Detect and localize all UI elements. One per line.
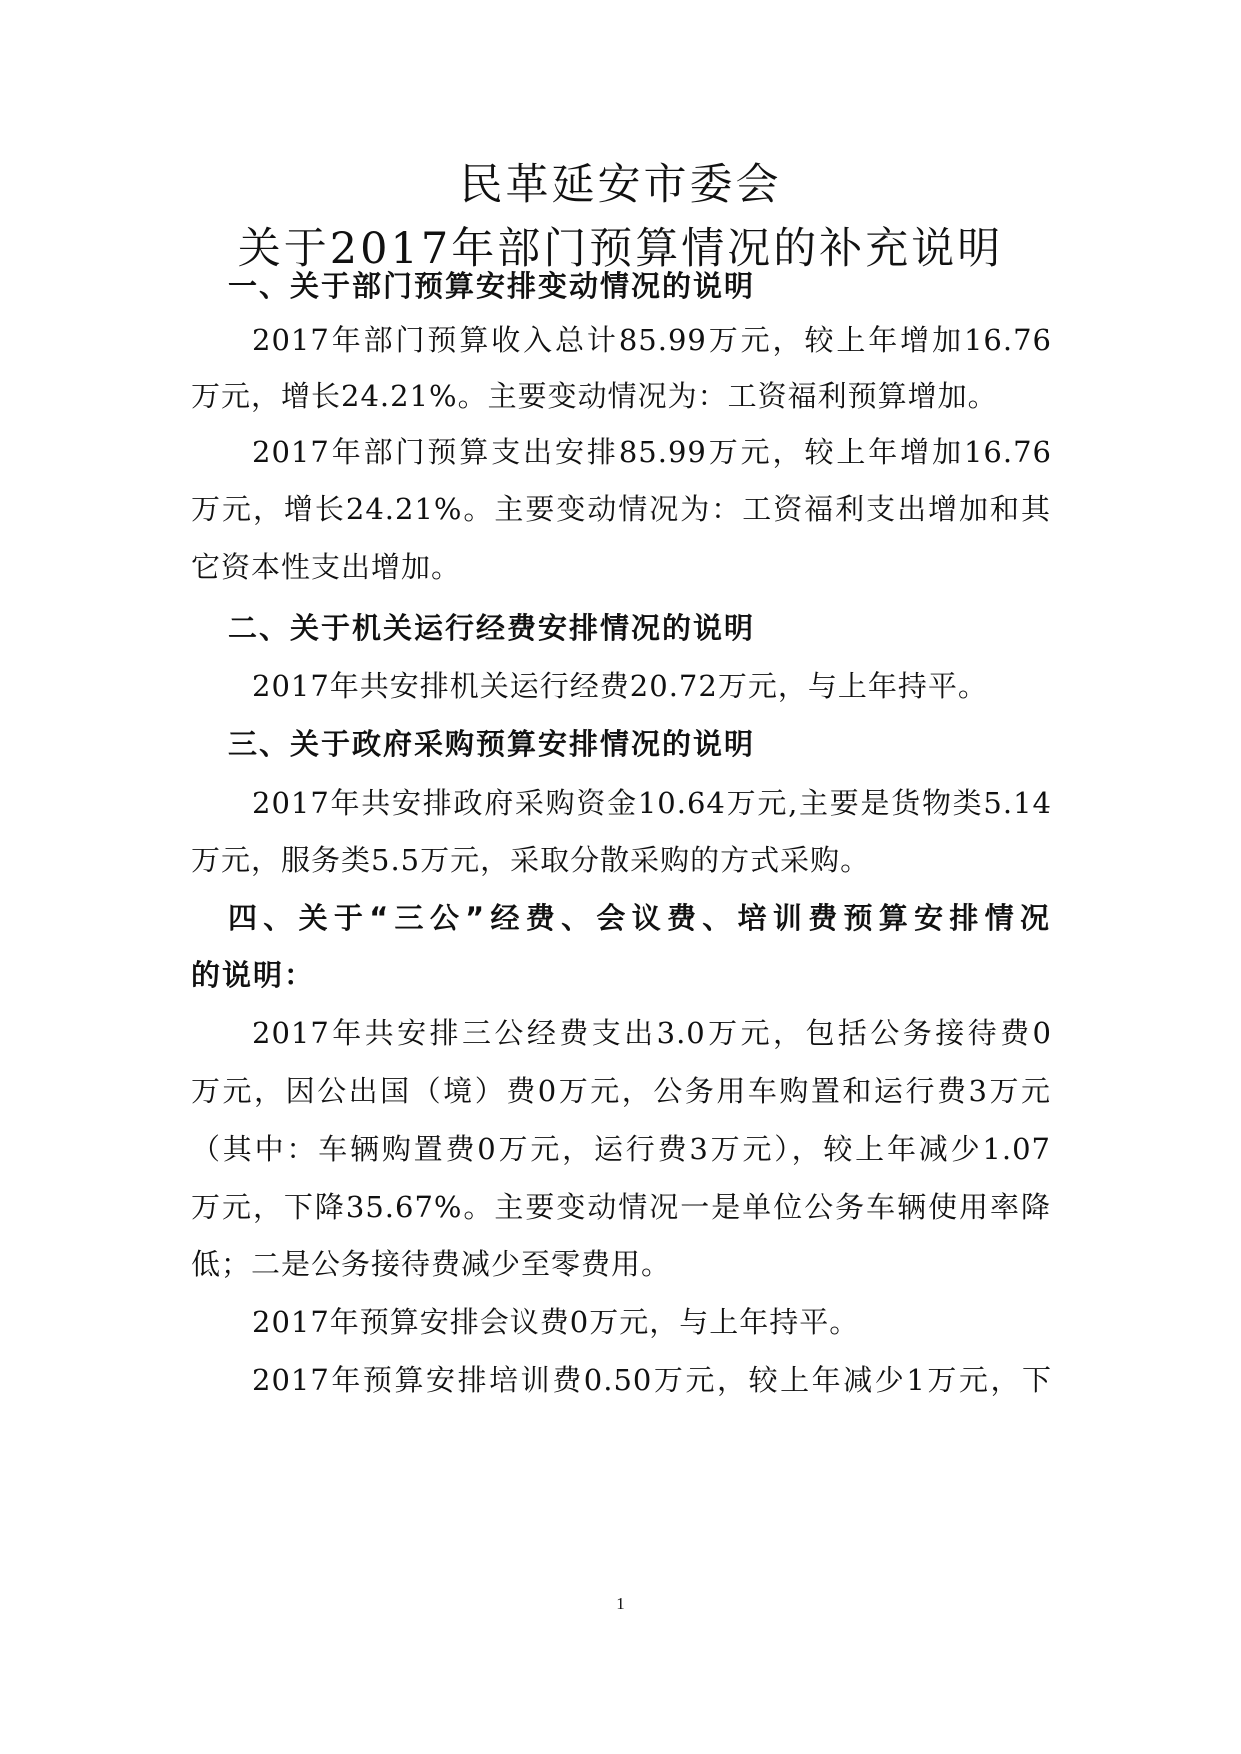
- section-3-heading: 三、关于政府采购预算安排情况的说明: [228, 727, 756, 761]
- document-title-line-2: 关于2017年部门预算情况的补充说明: [237, 224, 1004, 274]
- section-1-paragraph-2-line-3: 它资本性支出增加。: [191, 550, 462, 584]
- page-number: 1: [616, 1594, 625, 1613]
- section-3-paragraph-1-line-2: 万元，服务类5.5万元，采取分散采购的方式采购。: [191, 843, 871, 877]
- section-4-paragraph-3-line-1: 2017年预算安排培训费0.50万元，较上年减少1万元，下: [252, 1363, 1052, 1397]
- section-4-heading-line-2: 的说明：: [191, 958, 316, 992]
- document-title-line-1: 民革延安市委会: [459, 160, 782, 210]
- section-4-paragraph-1-line-3: （其中：车辆购置费0万元，运行费3万元），较上年减少1.07: [191, 1132, 1051, 1166]
- section-2-paragraph-1-line-1: 2017年共安排机关运行经费20.72万元，与上年持平。: [252, 669, 988, 703]
- section-4-paragraph-2-line-1: 2017年预算安排会议费0万元，与上年持平。: [252, 1305, 860, 1339]
- section-1-paragraph-2-line-1: 2017年部门预算支出安排85.99万元，较上年增加16.76: [252, 435, 1052, 469]
- section-1-paragraph-2-line-2: 万元，增长24.21%。主要变动情况为：工资福利支出增加和其: [191, 492, 1051, 526]
- section-4-paragraph-1-line-1: 2017年共安排三公经费支出3.0万元，包括公务接待费0: [252, 1016, 1052, 1050]
- section-3-paragraph-1-line-1: 2017年共安排政府采购资金10.64万元,主要是货物类5.14: [252, 786, 1052, 820]
- section-1-paragraph-1-line-2: 万元，增长24.21%。主要变动情况为：工资福利预算增加。: [191, 379, 998, 413]
- section-4-heading-line-1: 四、关于“三公”经费、会议费、培训费预算安排情况: [228, 901, 1051, 935]
- section-2-heading: 二、关于机关运行经费安排情况的说明: [228, 611, 756, 645]
- section-1-paragraph-1-line-1: 2017年部门预算收入总计85.99万元，较上年增加16.76: [252, 323, 1052, 357]
- section-4-paragraph-1-line-4: 万元，下降35.67%。主要变动情况一是单位公务车辆使用率降: [191, 1190, 1051, 1224]
- section-4-paragraph-1-line-5: 低；二是公务接待费减少至零费用。: [191, 1247, 672, 1281]
- section-4-paragraph-1-line-2: 万元，因公出国（境）费0万元，公务用车购置和运行费3万元: [191, 1074, 1051, 1108]
- section-1-heading: 一、关于部门预算安排变动情况的说明: [228, 269, 756, 303]
